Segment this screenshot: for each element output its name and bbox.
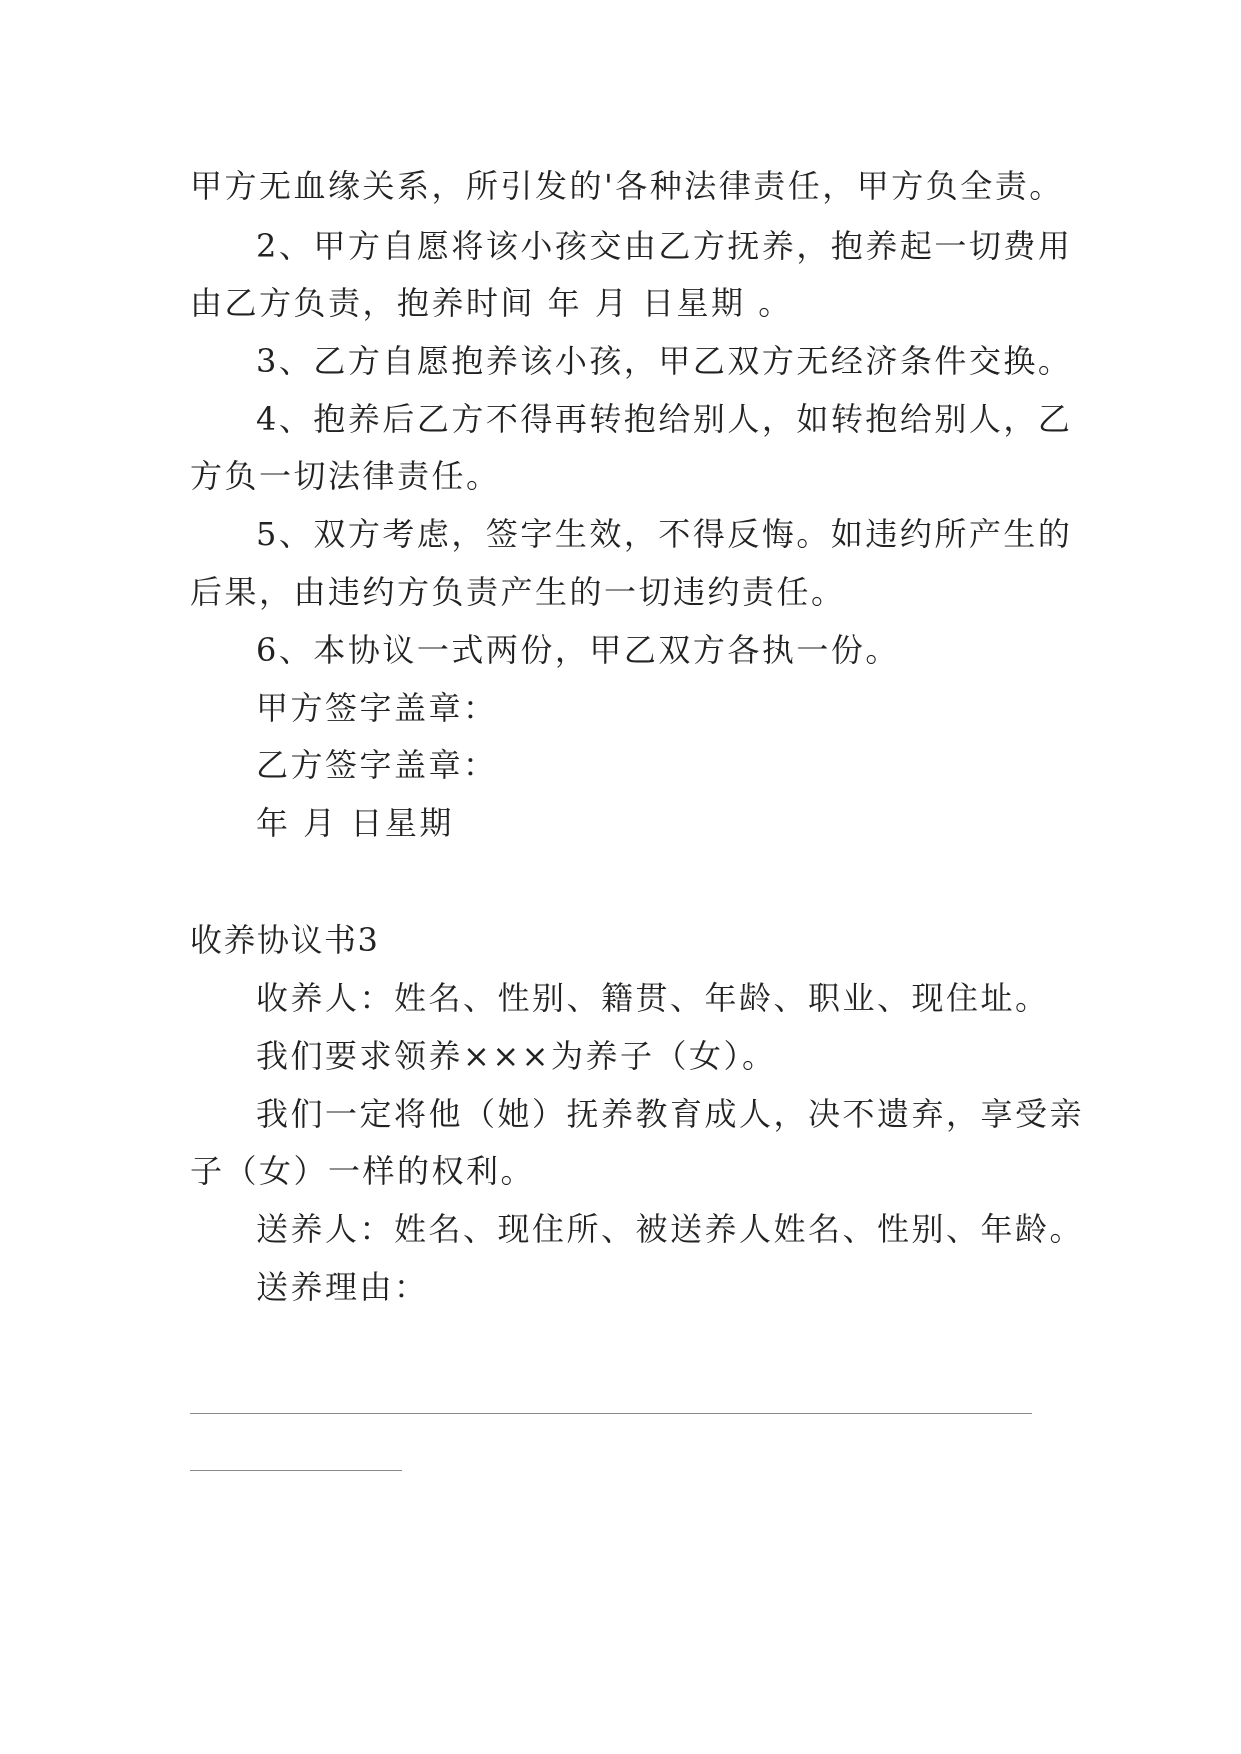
date-line: 年 月 日星期 [256,804,454,842]
signature-party-b: 乙方签字盖章： [256,746,498,784]
paragraph-line: 甲方无血缘关系，所引发的'各种法律责任，甲方负全责。 [190,167,1064,205]
section-title: 收养协议书3 [190,921,380,959]
clause-5-line-2: 后果，由违约方负责产生的一切违约责任。 [190,573,846,611]
commitment-line-2: 子（女）一样的权利。 [190,1152,536,1190]
clause-4-line-1: 4、抱养后乙方不得再转抱给别人，如转抱给别人，乙 [256,400,1073,438]
adopter-line: 收养人：姓名、性别、籍贯、年龄、职业、现住址。 [256,979,1050,1017]
clause-5-line-1: 5、双方考虑，签字生效，不得反悔。如违约所产生的 [256,515,1073,553]
adoption-request-line: 我们要求领养×××为养子（女）。 [256,1037,777,1075]
sender-line: 送养人：姓名、现住所、被送养人姓名、性别、年龄。 [256,1210,1085,1248]
clause-6: 6、本协议一式两份，甲乙双方各执一份。 [256,631,900,669]
signature-party-a: 甲方签字盖章： [256,689,498,727]
commitment-line-1: 我们一定将他（她）抚养教育成人，决不遗弃，享受亲 [256,1095,1085,1133]
clause-2-line-2: 由乙方负责，抱养时间 年 月 日星期 。 [190,284,793,322]
fill-in-line-2 [190,1470,402,1471]
clause-2-line-1: 2、甲方自愿将该小孩交由乙方抚养，抱养起一切费用 [256,227,1073,265]
clause-3: 3、乙方自愿抱养该小孩，甲乙双方无经济条件交换。 [256,342,1073,380]
clause-4-line-2: 方负一切法律责任。 [190,457,501,495]
fill-in-line-1 [190,1413,1032,1414]
reason-label: 送养理由： [256,1268,429,1306]
